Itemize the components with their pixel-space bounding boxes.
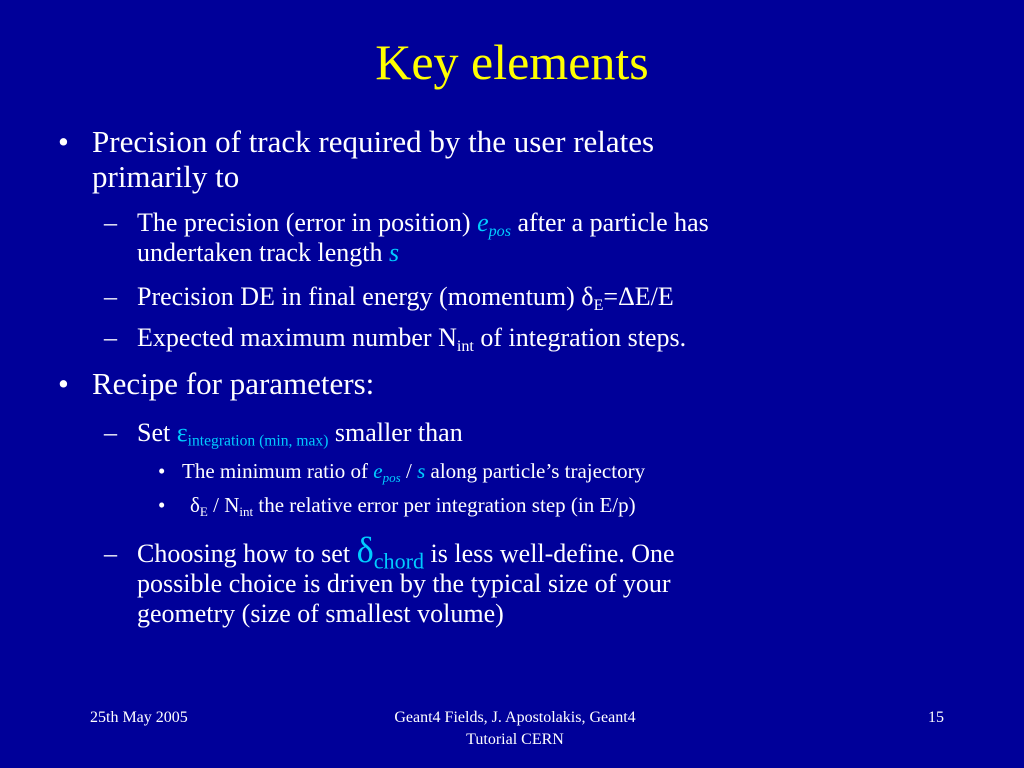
text-span: / N: [213, 493, 240, 517]
symbol-e: [477, 208, 512, 240]
text-span: Choosing how to set: [137, 539, 351, 568]
slide-title: Key elements: [375, 34, 649, 90]
subbullet-text: [137, 323, 927, 353]
subscript: int: [239, 503, 254, 519]
symbol-epsilon: [176, 418, 329, 450]
dash-marker: –: [104, 282, 117, 311]
subscript: E: [593, 296, 604, 314]
footer-caption-line2: Tutorial CERN: [466, 731, 564, 748]
symbol-delta-chord: [356, 530, 425, 574]
text-span: the relative error per integration step (in E/p): [258, 493, 636, 517]
dash-marker: –: [104, 323, 117, 352]
dash-marker: –: [104, 539, 117, 568]
subbullet-text: [137, 282, 927, 312]
symbol-subscript: chord: [373, 548, 425, 574]
symbol-text: ε: [176, 418, 188, 447]
tertiary-text: [182, 459, 942, 483]
bullet-marker: •: [58, 366, 69, 401]
page-number: 15: [928, 709, 944, 726]
symbol-text: e: [477, 208, 489, 237]
symbol-s: s: [417, 459, 426, 483]
text-span: Precision DE in final energy (momentum) δ: [137, 282, 594, 311]
text-span: δ: [190, 493, 200, 517]
subbullet-text: [137, 530, 927, 629]
text-span: Expected maximum number N: [137, 323, 457, 352]
symbol-e: [373, 459, 400, 483]
dash-marker: –: [104, 208, 117, 237]
bullet-1-line2: primarily to: [92, 159, 240, 194]
text-span: smaller than: [334, 418, 463, 447]
symbol-subscript: pos: [382, 469, 401, 485]
bullet-marker: •: [158, 459, 166, 483]
text-span: undertaken track length: [137, 238, 383, 267]
bullet-1-line1: Precision of track required by the user relates: [92, 124, 655, 159]
text-span: The precision (error in position): [137, 208, 471, 237]
text-span: /: [405, 459, 412, 483]
bullet-marker: •: [58, 124, 69, 159]
bullet-2-text: Recipe for parameters:: [92, 366, 375, 401]
text-span: possible choice is driven by the typical size of your: [137, 569, 671, 598]
footer-date: 25th May 2005: [90, 709, 188, 726]
symbol-text: e: [373, 459, 383, 483]
subscript: E: [199, 503, 208, 519]
tertiary-text: [190, 493, 950, 517]
text-span: of integration steps.: [480, 323, 687, 352]
text-span: geometry (size of smallest volume): [137, 599, 504, 628]
symbol-text: δ: [356, 530, 374, 570]
text-span: The minimum ratio of: [182, 459, 369, 483]
subscript: int: [456, 337, 474, 355]
text-span: Set: [137, 418, 171, 447]
bullet-marker: •: [158, 493, 166, 517]
dash-marker: –: [104, 418, 117, 447]
footer-caption-line1: Geant4 Fields, J. Apostolakis, Geant4: [394, 709, 636, 726]
text-span: is less well-define. One: [430, 539, 675, 568]
symbol-s: s: [388, 238, 400, 267]
subbullet-text: [137, 208, 927, 268]
text-span: =ΔE/E: [603, 282, 674, 311]
footer-caption: [350, 707, 680, 751]
text-span: along particle’s trajectory: [430, 459, 646, 483]
subbullet-text: [137, 418, 927, 448]
symbol-subscript: pos: [488, 222, 512, 240]
text-span: after a particle has: [517, 208, 709, 237]
bullet-1-text: [92, 124, 972, 194]
symbol-subscript: integration (min, max): [187, 432, 329, 450]
